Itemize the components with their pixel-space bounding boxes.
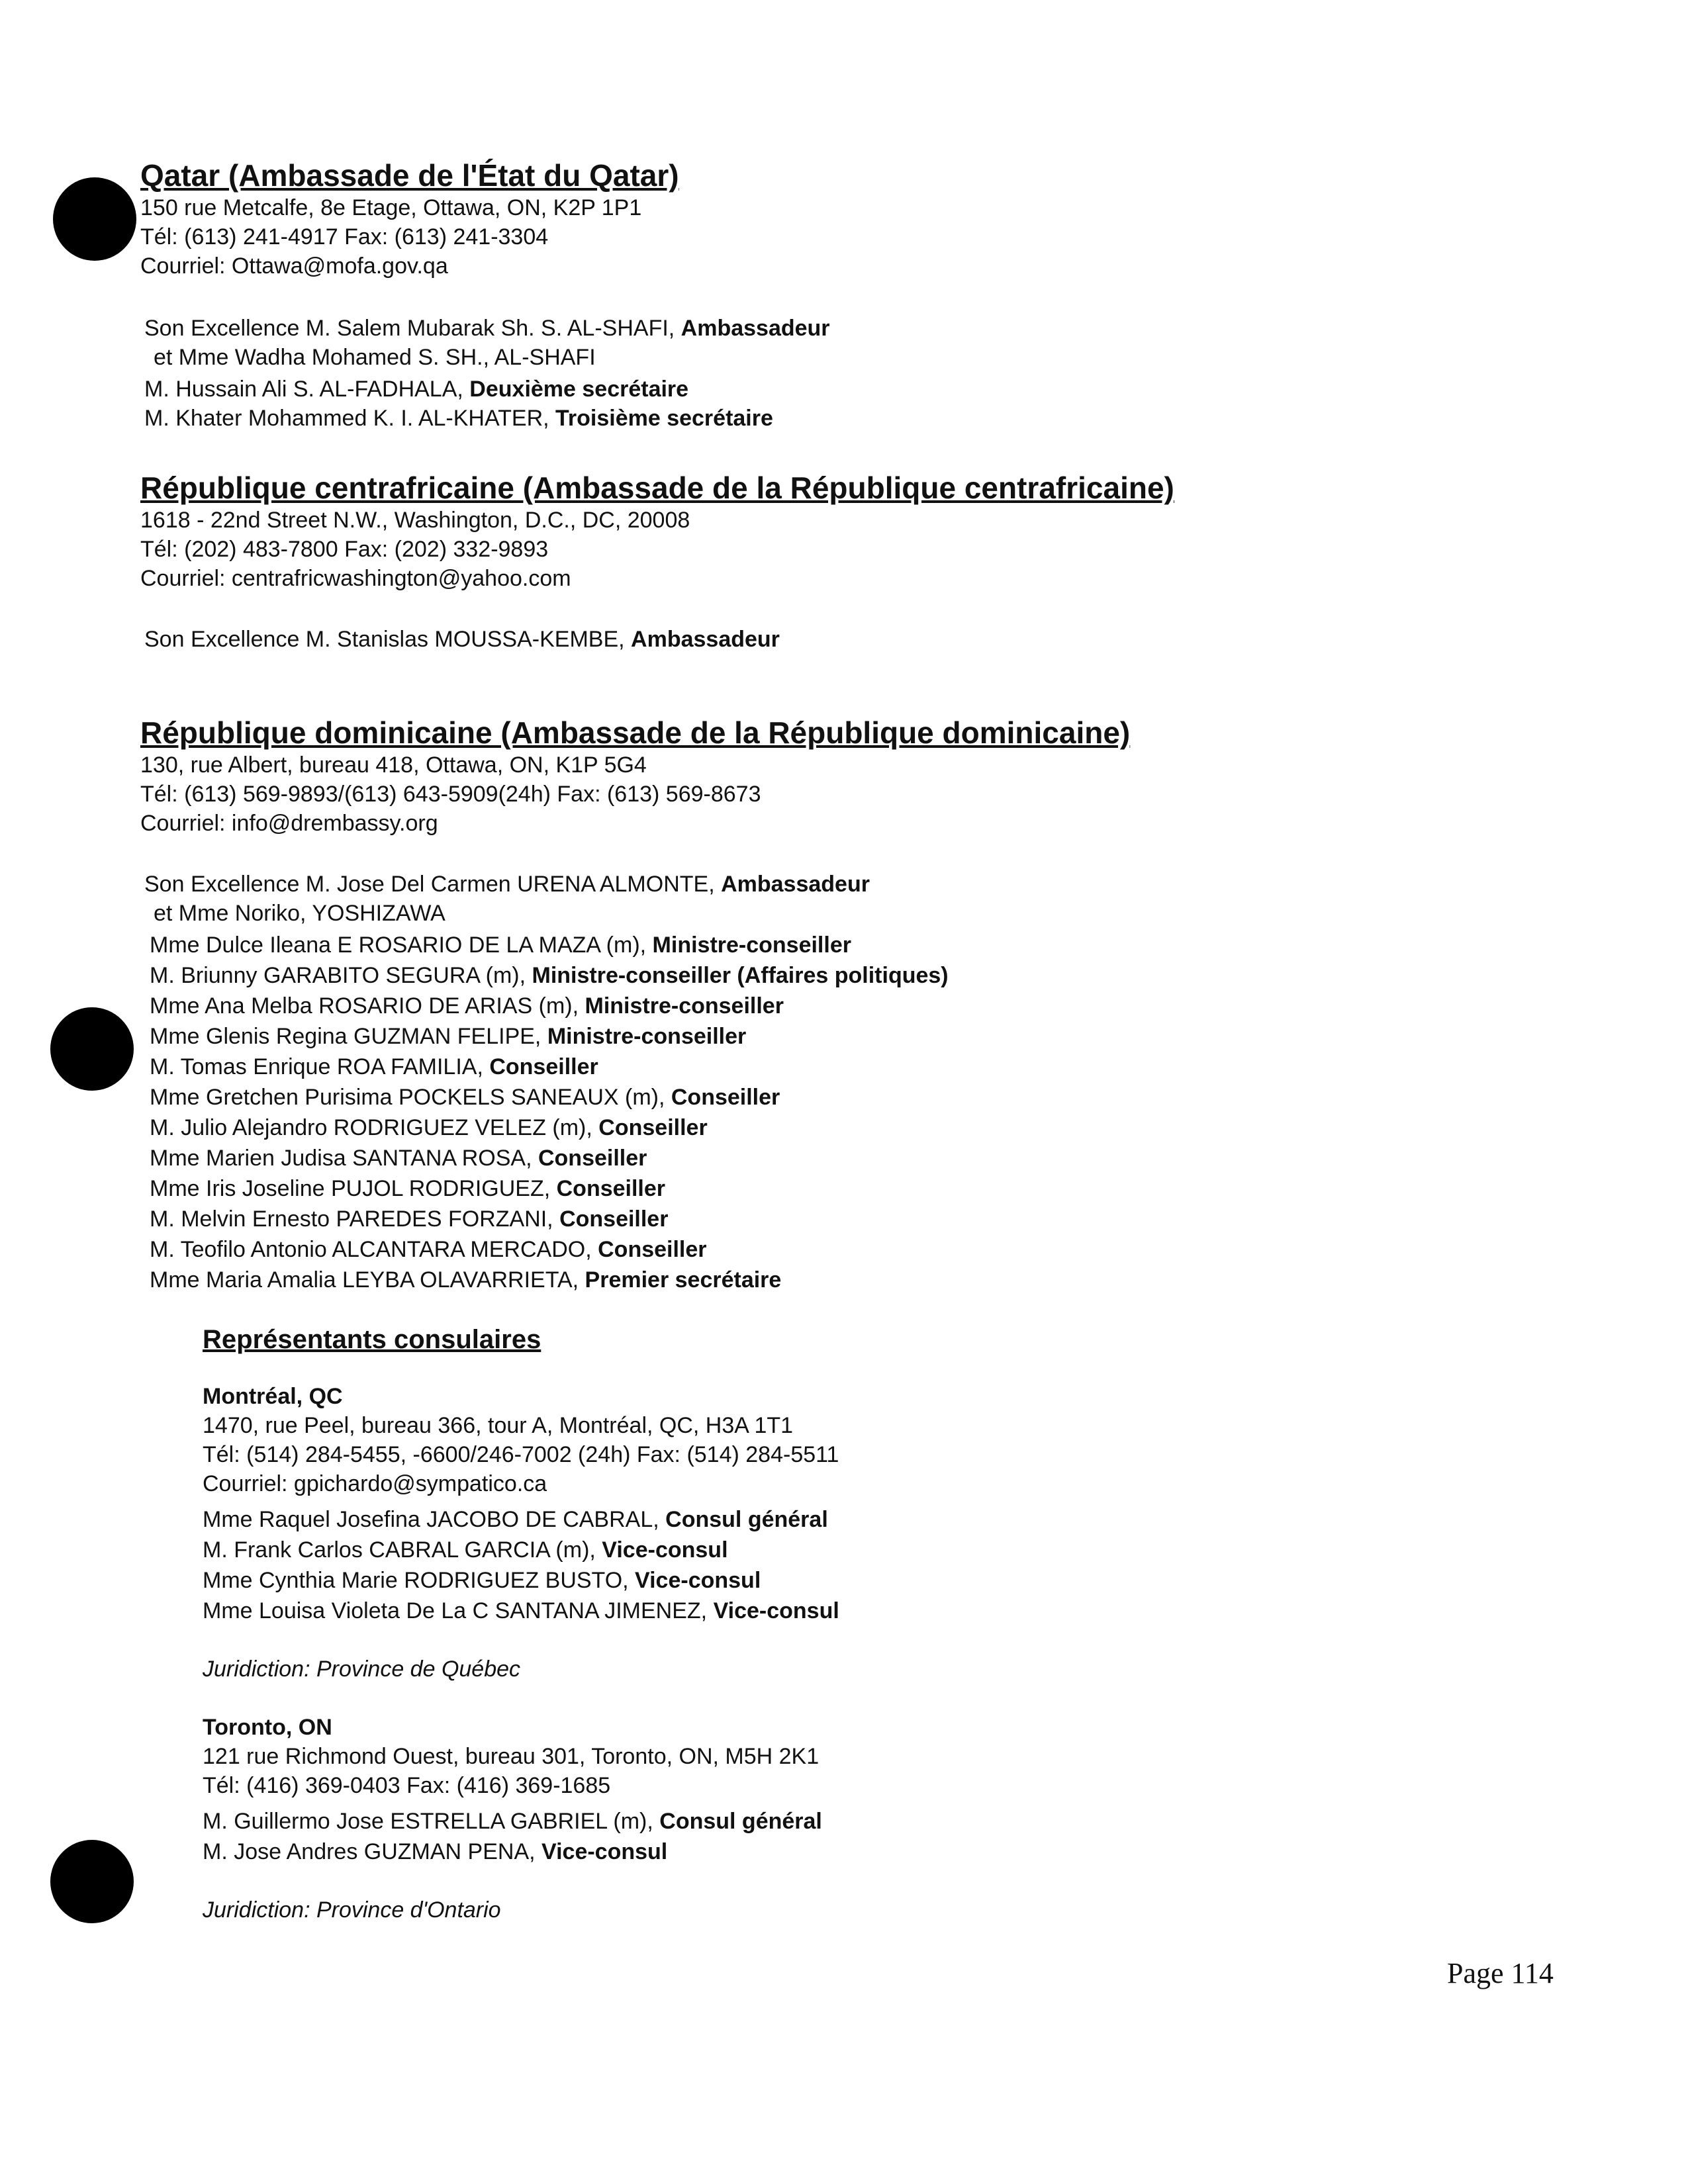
montreal-city: Montréal, QC <box>203 1384 343 1409</box>
car-heading: République centrafricaine (Ambassade de la République centrafricaine) <box>140 471 1174 505</box>
staff-entry: Son Excellence M. Jose Del Carmen URENA ALMONTE, Ambassadeur <box>144 872 870 897</box>
dr-heading: République dominicaine (Ambassade de la République dominicaine) <box>140 715 1131 750</box>
staff-entry: M. Frank Carlos CABRAL GARCIA (m), Vice-consul <box>203 1537 728 1563</box>
qatar-heading: Qatar (Ambassade de l'État du Qatar) <box>140 158 679 193</box>
staff-entry: Son Excellence M. Stanislas MOUSSA-KEMBE, Ambassadeur <box>144 627 780 652</box>
punch-hole-top <box>53 177 136 261</box>
consular-heading: Représentants consulaires <box>203 1325 541 1354</box>
toronto-city: Toronto, ON <box>203 1715 332 1740</box>
qatar-address: 150 rue Metcalfe, 8e Etage, Ottawa, ON, K2P 1P1 <box>140 195 642 220</box>
staff-entry: Mme Louisa Violeta De La C SANTANA JIMENEZ, Vice-consul <box>203 1598 839 1623</box>
car-section <box>140 470 1174 593</box>
staff-entry: M. Teofilo Antonio ALCANTARA MERCADO, Conseiller <box>150 1237 707 1262</box>
staff-entry: Son Excellence M. Salem Mubarak Sh. S. AL-SHAFI, Ambassadeur <box>144 316 830 341</box>
staff-entry: M. Hussain Ali S. AL-FADHALA, Deuxième secrétaire <box>144 377 689 402</box>
staff-entry: M. Julio Alejandro RODRIGUEZ VELEZ (m), Conseiller <box>150 1115 708 1140</box>
punch-hole-bottom <box>50 1840 134 1923</box>
staff-entry: Mme Raquel Josefina JACOBO DE CABRAL, Consul général <box>203 1507 828 1532</box>
car-address: 1618 - 22nd Street N.W., Washington, D.C., DC, 20008 <box>140 508 690 533</box>
car-staff-list <box>144 625 780 654</box>
dr-section <box>140 715 1130 838</box>
montreal-email: Courriel: gpichardo@sympatico.ca <box>203 1471 547 1496</box>
staff-entry: M. Jose Andres GUZMAN PENA, Vice-consul <box>203 1839 668 1864</box>
dr-phone: Tél: (613) 569-9893/(613) 643-5909(24h) Fax: (613) 569-8673 <box>140 782 761 807</box>
toronto-phone: Tél: (416) 369-0403 Fax: (416) 369-1685 <box>203 1773 611 1798</box>
staff-entry: et Mme Noriko, YOSHIZAWA <box>154 901 445 926</box>
staff-entry: M. Tomas Enrique ROA FAMILIA, Conseiller <box>150 1054 598 1079</box>
car-email: Courriel: centrafricwashington@yahoo.com <box>140 566 571 591</box>
toronto-office <box>203 1713 839 1925</box>
dr-address: 130, rue Albert, bureau 418, Ottawa, ON, K1P 5G4 <box>140 752 647 778</box>
punch-hole-middle <box>50 1007 134 1091</box>
staff-entry: Mme Dulce Ileana E ROSARIO DE LA MAZA (m), Ministre-conseiller <box>150 933 851 958</box>
qatar-staff-list <box>144 314 830 433</box>
montreal-office <box>203 1382 839 1684</box>
montreal-phone: Tél: (514) 284-5455, -6600/246-7002 (24h) Fax: (514) 284-5511 <box>203 1442 839 1467</box>
toronto-address: 121 rue Richmond Ouest, bureau 301, Toronto, ON, M5H 2K1 <box>203 1744 820 1769</box>
staff-entry: M. Briunny GARABITO SEGURA (m), Ministre-conseiller (Affaires politiques) <box>150 963 949 988</box>
staff-entry: Mme Gretchen Purisima POCKELS SANEAUX (m), Conseiller <box>150 1085 780 1110</box>
staff-entry: Mme Marien Judisa SANTANA ROSA, Conseiller <box>150 1146 647 1171</box>
staff-entry: Mme Maria Amalia LEYBA OLAVARRIETA, Premier secrétaire <box>150 1267 782 1293</box>
qatar-email: Courriel: Ottawa@mofa.gov.qa <box>140 253 448 279</box>
consular-section <box>203 1324 839 1925</box>
montreal-address: 1470, rue Peel, bureau 366, tour A, Montréal, QC, H3A 1T1 <box>203 1413 794 1438</box>
toronto-jurisdiction: Juridiction: Province d'Ontario <box>203 1897 501 1923</box>
staff-entry: et Mme Wadha Mohamed S. SH., AL-SHAFI <box>154 345 596 370</box>
staff-entry: Mme Cynthia Marie RODRIGUEZ BUSTO, Vice-consul <box>203 1568 761 1593</box>
staff-entry: Mme Ana Melba ROSARIO DE ARIAS (m), Ministre-conseiller <box>150 993 784 1019</box>
staff-entry: Mme Iris Joseline PUJOL RODRIGUEZ, Conseiller <box>150 1176 666 1201</box>
qatar-section <box>140 158 679 281</box>
staff-entry: M. Khater Mohammed K. I. AL-KHATER, Troisième secrétaire <box>144 406 773 431</box>
car-phone: Tél: (202) 483-7800 Fax: (202) 332-9893 <box>140 537 549 562</box>
staff-entry: M. Melvin Ernesto PAREDES FORZANI, Conseiller <box>150 1206 669 1232</box>
qatar-phone: Tél: (613) 241-4917 Fax: (613) 241-3304 <box>140 224 549 250</box>
dr-staff-list <box>144 870 870 928</box>
staff-entry: Mme Glenis Regina GUZMAN FELIPE, Ministre-conseiller <box>150 1024 747 1049</box>
montreal-jurisdiction: Juridiction: Province de Québec <box>203 1657 521 1682</box>
page-number: Page 114 <box>1447 1957 1554 1989</box>
dr-email: Courriel: info@drembassy.org <box>140 811 438 836</box>
staff-entry: M. Guillermo Jose ESTRELLA GABRIEL (m), Consul général <box>203 1809 822 1834</box>
dr-staff-list-2 <box>150 931 949 1296</box>
